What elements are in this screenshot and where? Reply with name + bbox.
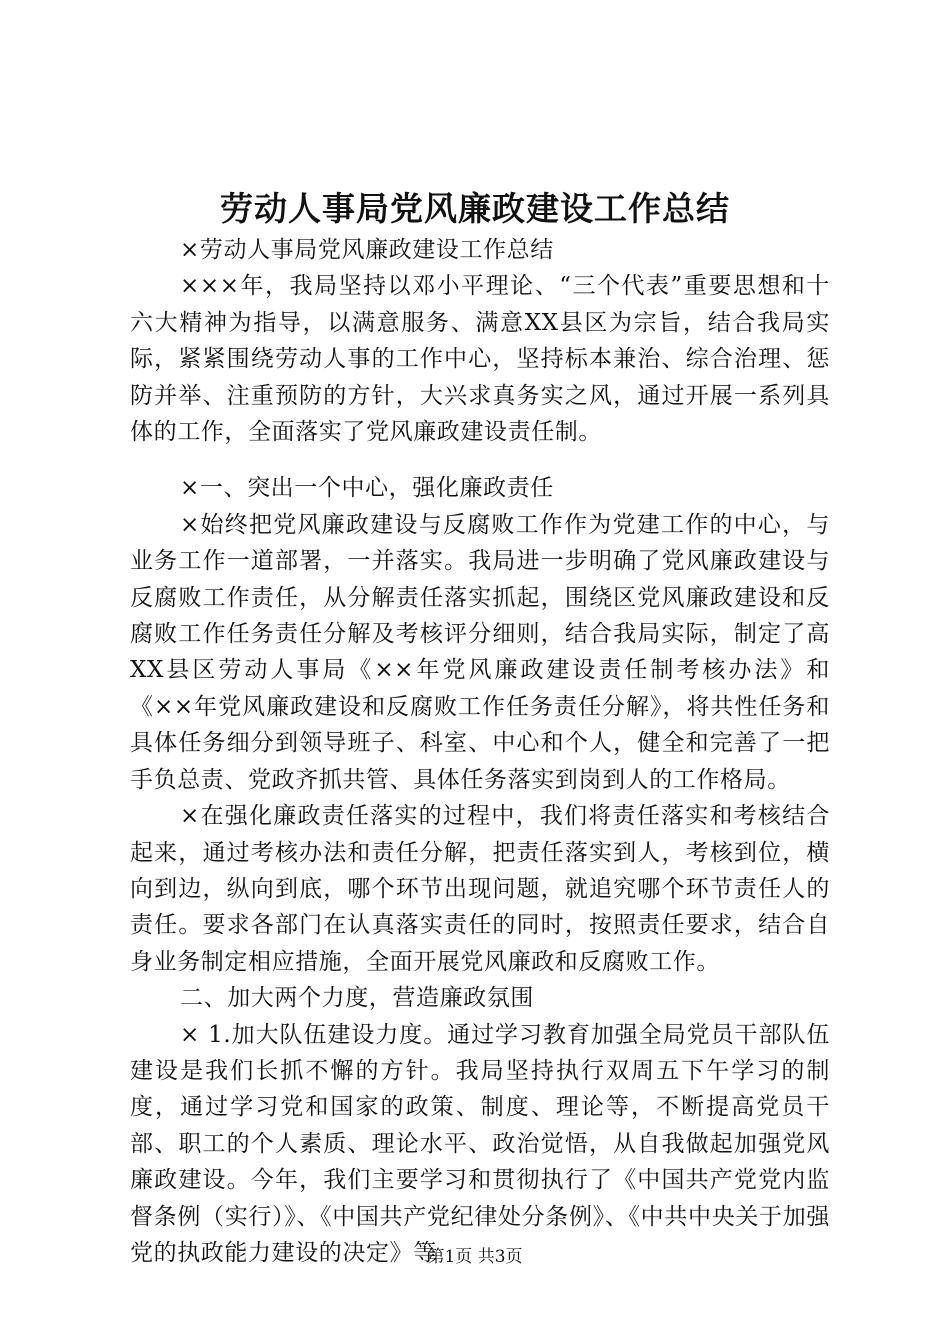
- paragraph-subtitle: ×劳动人事局党风廉政建设工作总结: [180, 237, 554, 263]
- document-title: 劳动人事局党风廉政建设工作总结: [220, 189, 730, 228]
- section-heading-1: ×一、突出一个中心，强化廉政责任: [180, 475, 554, 502]
- paragraph-section2-a: × 1.加大队伍建设力度。通过学习教育加强全局党员干部队伍建设是我们长抓不懈的方针。我局坚持执行双周五下午学习的制度，通过学习党和国家的政策、制度、理论等，不断提高党员干部、职工的个人素质、理论水平、政治觉悟，从自我做起加强党风廉政建设。今年，我们主要学习和贯彻执行了《中国共产党党内监督条例（实行）》、《中国共产党纪律处分条例》、《中共中央关于加强党的执政能力建设的决定》等: [130, 1021, 830, 1266]
- paragraph-section1-b: ×在强化廉政责任落实的过程中，我们将责任落实和考核结合起来，通过考核办法和责任分解，把责任落实到人，考核到位，横向到边，纵向到底，哪个环节出现问题，就追究哪个环节责任人的责任。要求各部门在认真落实责任的同时，按照责任要求，结合自身业务制定相应措施，全面开展党风廉政和反腐败工作。: [130, 803, 830, 975]
- section-heading-2: 二、加大两个力度，营造廉政氛围: [180, 985, 534, 1012]
- document-body: [130, 232, 830, 1271]
- paragraph-section1-a: ×始终把党风廉政建设与反腐败工作作为党建工作的中心，与业务工作一道部署，一并落实。我局进一步明确了党风廉政建设与反腐败工作责任，从分解责任落实抓起，围绕区党风廉政建设和反腐败工作任务责任分解及考核评分细则，结合我局实际，制定了高XX县区劳动人事局《××年党风廉政建设责任制考核办法》和《××年党风廉政建设和反腐败工作任务责任分解》，将共性任务和具体任务细分到领导班子、科室、中心和个人，健全和完善了一把手负总责、党政齐抓共管、具体任务落实到岗到人的工作格局。: [130, 511, 830, 793]
- page-number-footer: 第1页 共3页: [427, 1247, 523, 1267]
- paragraph-intro: ×××年，我局坚持以邓小平理论、“三个代表”重要思想和十六大精神为指导，以满意服务、满意XX县区为宗旨，结合我局实际，紧紧围绕劳动人事的工作中心，坚持标本兼治、综合治理、惩防并举、注重预防的方针，大兴求真务实之风，通过开展一系列具体的工作，全面落实了党风廉政建设责任制。: [130, 273, 830, 446]
